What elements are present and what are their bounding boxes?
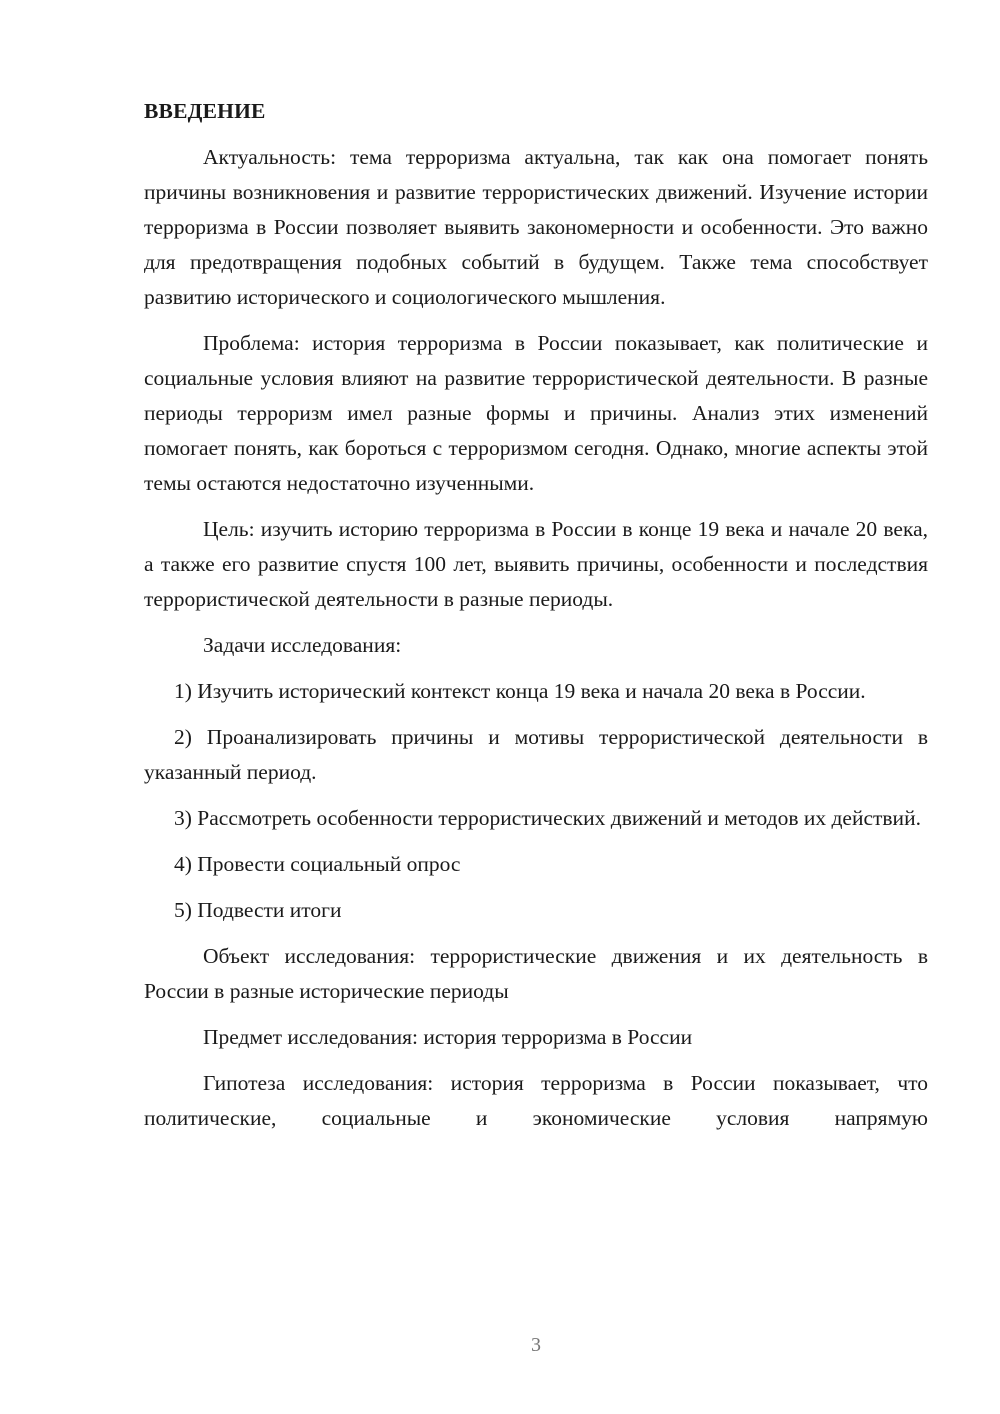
task-item-4: 4) Провести социальный опрос	[174, 852, 461, 876]
object-paragraph: Объект исследования: террористические движения и их деятельность в России в разные исторические периоды	[144, 944, 928, 1003]
subject-paragraph: Предмет исследования: история терроризма в России	[203, 1025, 693, 1049]
section-title: ВВЕДЕНИЕ	[144, 99, 266, 123]
goal-paragraph: Цель: изучить историю терроризма в России в конце 19 века и начале 20 века, а также его развитие спустя 100 лет, выявить причины, особенности и последствия террористической деятельности в разные периоды.	[144, 517, 928, 611]
tasks-heading: Задачи исследования:	[203, 633, 402, 657]
problem-paragraph: Проблема: история терроризма в России показывает, как политические и социальные условия влияют на развитие террористической деятельности. В разные периоды терроризм имел разные формы и причины. Анализ этих изменений помогает понять, как бороться с терроризмом сегодня. Однако, многие аспекты этой темы остаются недостаточно изученными.	[144, 331, 928, 495]
task-item-5: 5) Подвести итоги	[174, 898, 342, 922]
task-item-3: 3) Рассмотреть особенности террористических движений и методов их действий.	[174, 806, 921, 830]
relevance-paragraph: Актуальность: тема терроризма актуальна, так как она помогает понять причины возникновения и развитие террористических движений. Изучение истории терроризма в России позволяет выявить закономерности и особенности. Это важно для предотвращения подобных событий в будущем. Также тема способствует развитию исторического и социологического мышления.	[144, 145, 928, 309]
page-number: 3	[531, 1334, 541, 1356]
task-item-1: 1) Изучить исторический контекст конца 19 века и начала 20 века в России.	[174, 679, 866, 703]
page-content	[144, 94, 928, 1147]
hypothesis-paragraph: Гипотеза исследования: история терроризма в России показывает, что политические, социальные и экономические условия напрямую	[144, 1071, 928, 1130]
task-item-2: 2) Проанализировать причины и мотивы террористической деятельности в указанный период.	[144, 725, 928, 784]
